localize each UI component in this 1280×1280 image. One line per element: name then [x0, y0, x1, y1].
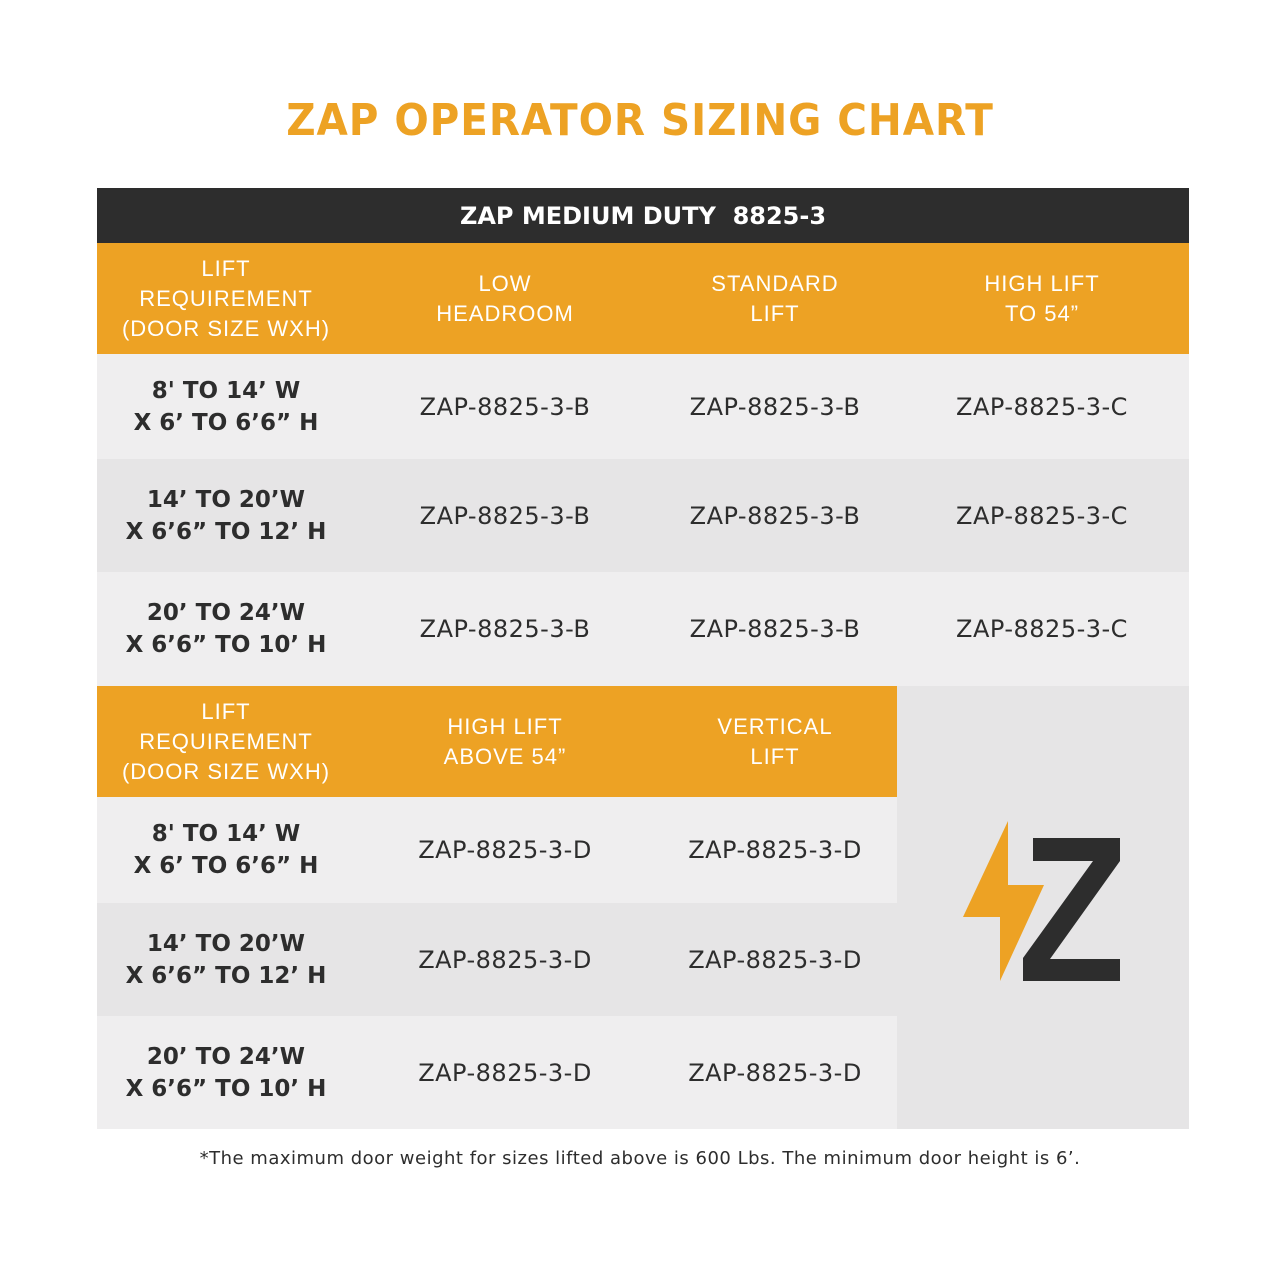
- header-text: LIFT: [750, 300, 800, 326]
- door-size-cell: [97, 459, 355, 572]
- table2-header: [97, 686, 897, 797]
- model-cell: ZAP-8825-3-B: [689, 615, 861, 643]
- door-size-cell: [97, 572, 355, 686]
- size-line: 14’ TO 20’W: [146, 930, 306, 957]
- size-line: X 6’ TO 6’6” H: [133, 409, 319, 436]
- model-cell: ZAP-8825-3-B: [419, 392, 591, 421]
- model-cell: ZAP-8825-3-C: [956, 392, 1128, 421]
- model-cell: ZAP-8825-3-D: [418, 945, 592, 974]
- size-line: 8' TO 14’ W: [151, 821, 301, 847]
- model-cell: ZAP-8825-3-D: [688, 836, 862, 864]
- header-text: REQUIREMENT: [139, 285, 313, 311]
- table-row: [97, 903, 897, 1016]
- header-high-lift-above-54: [355, 686, 655, 797]
- size-line: 20’ TO 24’W: [146, 600, 306, 626]
- table-row: [97, 1016, 897, 1129]
- model-cell: ZAP-8825-3-D: [688, 945, 862, 974]
- table-row: [97, 572, 1189, 686]
- header-text: (DOOR SIZE WXH): [121, 315, 331, 341]
- header-text: HIGH LIFT: [984, 270, 1100, 296]
- model-cell: ZAP-8825-3-C: [956, 615, 1128, 643]
- door-size-cell: [97, 797, 355, 903]
- model-cell: ZAP-8825-3-D: [418, 836, 592, 864]
- header-vertical-lift: [655, 686, 895, 797]
- logo-cell: [897, 686, 1189, 1129]
- page-title: ZAP OPERATOR SIZING CHART: [286, 95, 994, 146]
- header-text: VERTICAL: [717, 713, 833, 739]
- size-line: X 6’ TO 6’6” H: [133, 853, 319, 879]
- section-header: ZAP MEDIUM DUTY 8825-3: [97, 188, 1189, 243]
- size-line: 20’ TO 24’W: [146, 1043, 306, 1070]
- size-line: X 6’6” TO 12’ H: [125, 962, 327, 989]
- header-text: LOW: [478, 270, 532, 296]
- size-line: X 6’6” TO 10’ H: [125, 1075, 327, 1102]
- header-standard-lift: [655, 243, 895, 354]
- model-cell: ZAP-8825-3-C: [956, 501, 1128, 530]
- door-size-cell: [97, 903, 355, 1016]
- model-cell: ZAP-8825-3-B: [419, 615, 591, 643]
- size-line: X 6’6” TO 12’ H: [125, 518, 327, 545]
- model-cell: ZAP-8825-3-D: [418, 1058, 592, 1087]
- header-text: LIFT: [750, 743, 800, 769]
- header-text: TO 54”: [1004, 300, 1080, 326]
- size-line: 8' TO 14’ W: [151, 377, 301, 404]
- model-cell: ZAP-8825-3-D: [688, 1058, 862, 1087]
- header-text: LIFT: [201, 698, 251, 724]
- footnote: *The maximum door weight for sizes lifted above is 600 Lbs. The minimum door height is 6’.: [199, 1148, 1081, 1169]
- zap-bolt-z-logo-icon: [963, 821, 1123, 983]
- header-text: HIGH LIFT: [447, 713, 563, 739]
- header-text: ABOVE 54”: [443, 743, 567, 769]
- table-row: [97, 797, 897, 903]
- header-low-headroom: [355, 243, 655, 354]
- header-high-lift-to-54: [895, 243, 1189, 354]
- table-row: [97, 354, 1189, 459]
- header-lift-requirement: [97, 686, 355, 797]
- header-lift-requirement: [97, 243, 355, 354]
- header-text: STANDARD: [711, 270, 839, 296]
- header-text: HEADROOM: [436, 300, 574, 326]
- door-size-cell: [97, 354, 355, 459]
- table-row: [97, 459, 1189, 572]
- table1-header: [97, 243, 1189, 354]
- model-cell: ZAP-8825-3-B: [689, 392, 861, 421]
- model-cell: ZAP-8825-3-B: [689, 501, 861, 530]
- door-size-cell: [97, 1016, 355, 1129]
- header-text: (DOOR SIZE WXH): [121, 758, 331, 784]
- header-text: LIFT: [201, 255, 251, 281]
- model-cell: ZAP-8825-3-B: [419, 501, 591, 530]
- size-line: X 6’6” TO 10’ H: [125, 632, 327, 658]
- header-text: REQUIREMENT: [139, 728, 313, 754]
- size-line: 14’ TO 20’W: [146, 486, 306, 513]
